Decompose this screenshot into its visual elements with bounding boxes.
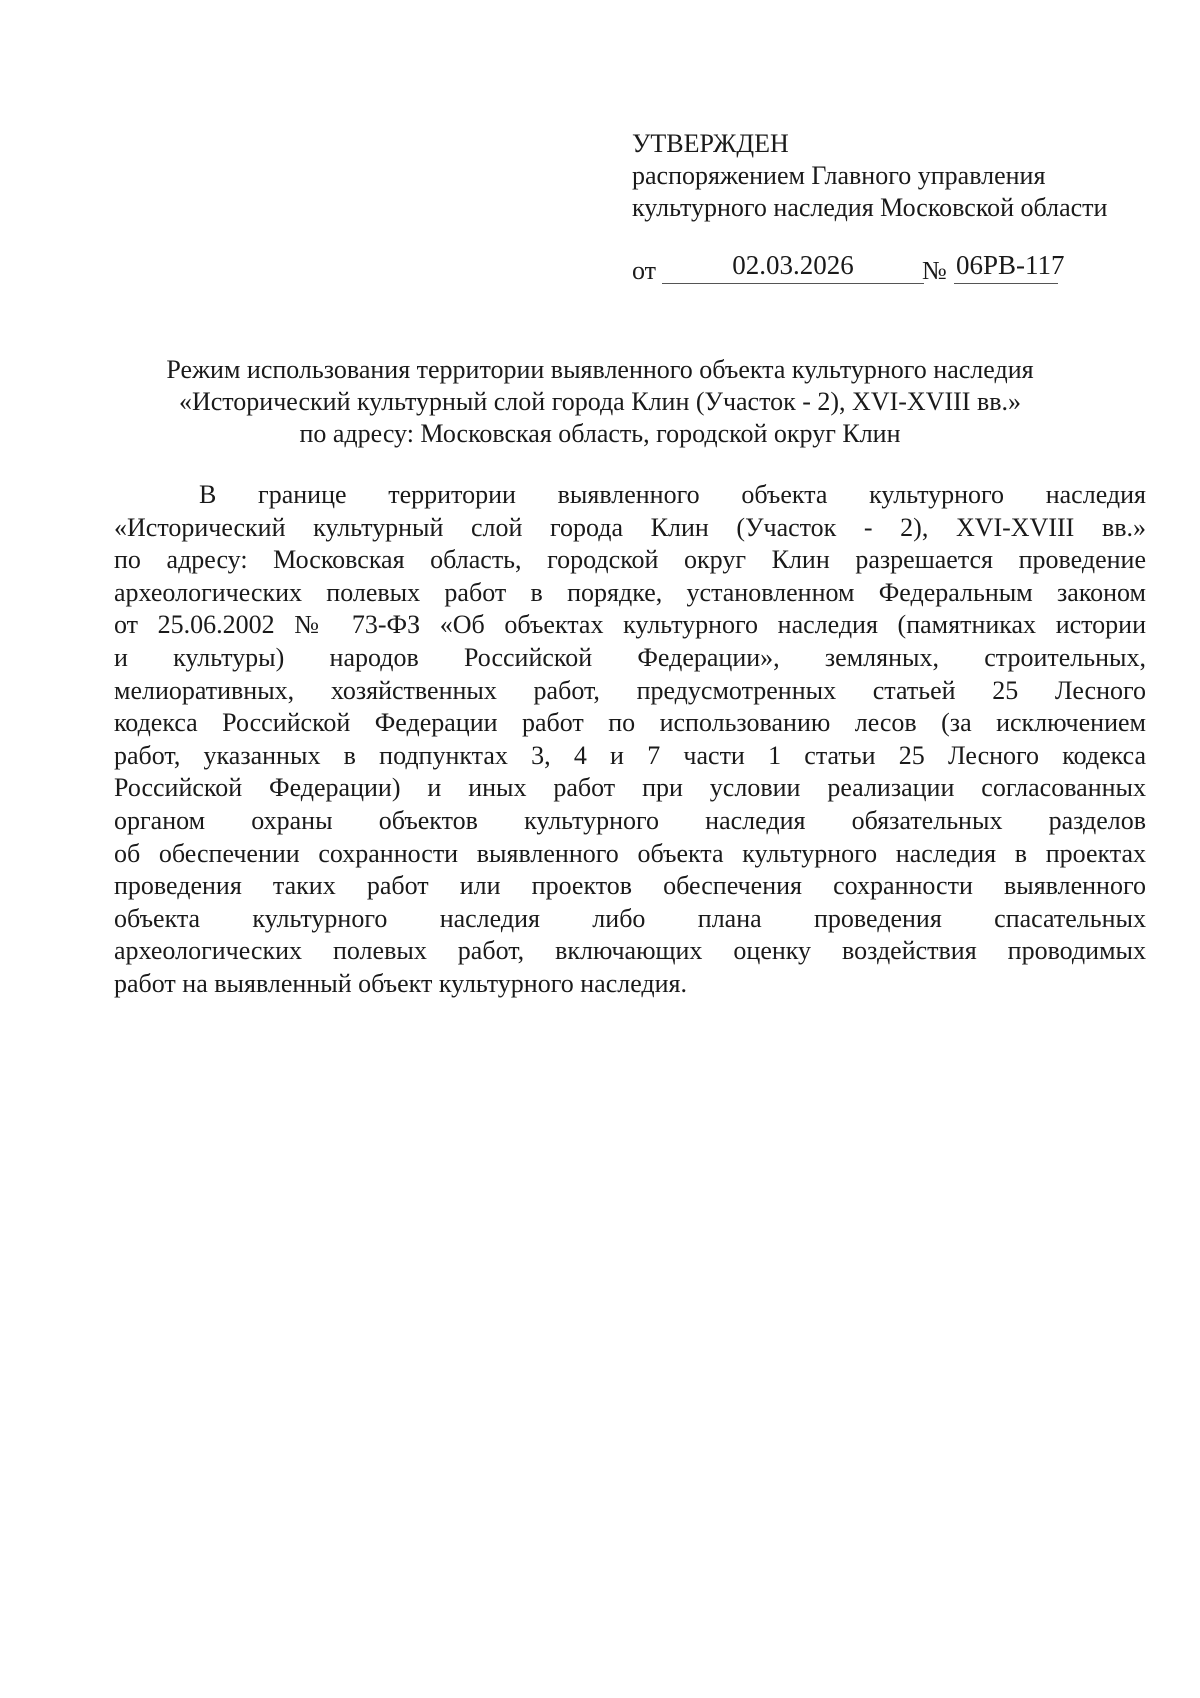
- body-line: археологических полевых работ в порядке, установленном Федеральным законом: [114, 577, 1146, 607]
- approval-line-2: культурного наследия Московской области: [632, 193, 1108, 222]
- title-line-3: по адресу: Московская область, городской округ Клин: [299, 419, 901, 448]
- decree-number: 06РВ-117: [954, 250, 1058, 284]
- title-line-1: Режим использования территории выявленного объекта культурного наследия: [166, 355, 1034, 384]
- body-line: кодекса Российской Федерации работ по использованию лесов (за исключением: [114, 708, 1146, 738]
- document-title: [100, 354, 1100, 450]
- body-line: Российской Федерации) и иных работ при условии реализации согласованных: [114, 773, 1146, 803]
- body-line: проведения таких работ или проектов обеспечения сохранности выявленного: [114, 871, 1146, 901]
- date-label: от: [632, 256, 657, 285]
- body-line: от 25.06.2002 № 73-ФЗ «Об объектах культурного наследия (памятниках истории: [114, 610, 1146, 640]
- body-line: «Исторический культурный слой города Клин (Участок - 2), XVI-XVIII вв.»: [114, 512, 1146, 542]
- body-line: и культуры) народов Российской Федерации», земляных, строительных,: [114, 642, 1146, 672]
- body-line: археологических полевых работ, включающих оценку воздействия проводимых: [114, 936, 1146, 966]
- body-line: по адресу: Московская область, городской округ Клин разрешается проведение: [114, 545, 1146, 575]
- body-line: В границе территории выявленного объекта культурного наследия: [199, 480, 1146, 509]
- body-line: мелиоративных, хозяйственных работ, предусмотренных статьей 25 Лесного: [114, 675, 1146, 705]
- body-line: работ на выявленный объект культурного наследия.: [114, 968, 688, 998]
- body-paragraph: [114, 479, 1146, 1001]
- body-line: органом охраны объектов культурного наследия обязательных разделов: [114, 805, 1146, 835]
- approval-line-1: распоряжением Главного управления: [632, 161, 1046, 190]
- body-line: об обеспечении сохранности выявленного объекта культурного наследия в проектах: [114, 838, 1146, 868]
- title-line-2: «Исторический культурный слой города Клин (Участок - 2), XVI-XVIII вв.»: [178, 387, 1022, 416]
- approval-title: УТВЕРЖДЕН: [632, 129, 789, 158]
- body-line: работ, указанных в подпунктах 3, 4 и 7 части 1 статьи 25 Лесного кодекса: [114, 740, 1146, 770]
- number-label: №: [922, 256, 947, 285]
- decree-date: 02.03.2026: [662, 250, 924, 284]
- approval-block: [632, 128, 1152, 224]
- approval-date-number: [632, 250, 1092, 290]
- body-line: объекта культурного наследия либо плана проведения спасательных: [114, 903, 1146, 933]
